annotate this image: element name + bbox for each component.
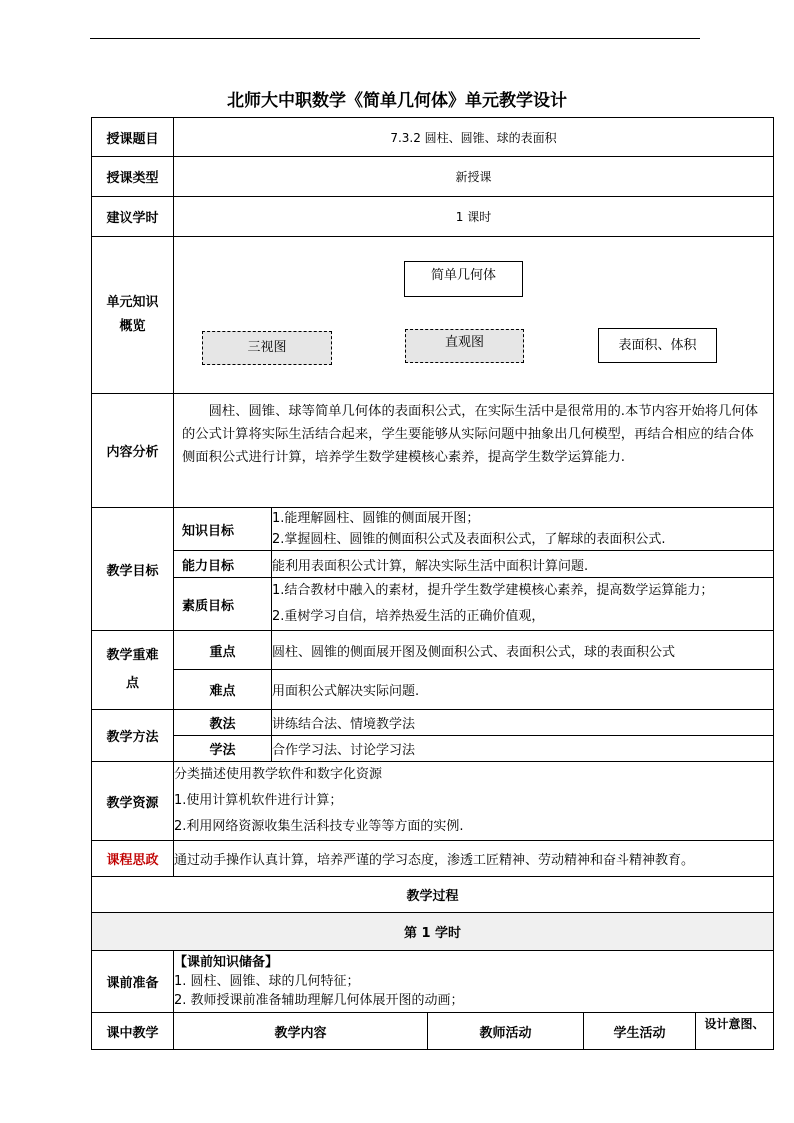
prep-label: 课前准备 [92, 951, 174, 1013]
key-text: 圆柱、圆锥的侧面展开图及侧面积公式、表面积公式，球的表面积公式 [272, 631, 774, 670]
row-resources [92, 762, 774, 841]
ideology-text: 通过动手操作认真计算，培养严谨的学习态度，渗透工匠精神、劳动精神和奋斗精神教育。 [174, 841, 774, 877]
methods-label: 教学方法 [92, 710, 174, 762]
row-ideology [92, 841, 774, 877]
quality-goal-1: 1.结合教材中融入的素材，提升学生数学建模核心素养，提高数学运算能力； [272, 583, 714, 598]
quality-goal-cell [272, 578, 774, 631]
prep-line-3: 2. 教师授课前准备辅助理解几何体展开图的动画； [174, 993, 464, 1008]
prep-cell [174, 951, 774, 1013]
difficulty-text: 用面积公式解决实际问题. [272, 670, 774, 710]
keypoints-label-line2: 点 [125, 676, 139, 691]
inclass-col-intent: 设计意图、 [696, 1013, 774, 1050]
row-topic [92, 118, 774, 157]
header-rule [90, 38, 700, 39]
row-method-learn [92, 736, 774, 762]
row-goal-quality [92, 578, 774, 631]
prep-line-1: 【课前知识储备】 [174, 955, 279, 970]
learn-method-label: 学法 [174, 736, 272, 762]
process-heading: 教学过程 [92, 877, 774, 913]
teach-method-label: 教法 [174, 710, 272, 736]
overview-label-line2: 概览 [119, 319, 146, 334]
ability-goal-label: 能力目标 [174, 551, 272, 578]
analysis-text: 圆柱、圆锥、球等简单几何体的表面积公式，在实际生活中是很常用的.本节内容开始将几何体的公式计算将实际生活结合起来，学生要能够从实际问题中抽象出几何模型，再结合相应的结合体侧面积公式进行计算，培养学生数学建模核心素养，提高学生数学运算能力. [182, 404, 758, 465]
ideology-label: 课程思政 [92, 841, 174, 877]
row-goal-knowledge [92, 508, 774, 551]
concept-box-simple-solids: 简单几何体 [404, 261, 523, 297]
row-type [92, 157, 774, 197]
row-prep [92, 951, 774, 1013]
row-keypoint [92, 631, 774, 670]
ability-goal-text: 能利用表面积公式计算，解决实际生活中面积计算问题. [272, 551, 774, 578]
row-process-heading [92, 877, 774, 913]
concept-box-intuitive-view: 直观图 [405, 329, 524, 363]
type-value: 新授课 [174, 157, 774, 197]
concept-box-area-volume: 表面积、体积 [598, 328, 717, 363]
row-inclass-header [92, 1013, 774, 1050]
overview-label-line1: 单元知识 [106, 295, 159, 310]
lesson-plan-table [91, 117, 774, 1050]
type-label: 授课类型 [92, 157, 174, 197]
period-heading: 第 1 学时 [92, 913, 774, 951]
knowledge-goal-1: 1.能理解圆柱、圆锥的侧面展开图； [272, 511, 480, 526]
knowledge-goal-2: 2.掌握圆柱、圆锥的侧面积公式及表面积公式，了解球的表面积公式. [272, 532, 666, 547]
resources-cell [174, 762, 774, 841]
row-overview [92, 237, 774, 394]
knowledge-goal-cell [272, 508, 774, 551]
resources-label: 教学资源 [92, 762, 174, 841]
row-analysis [92, 394, 774, 508]
row-method-teach [92, 710, 774, 736]
learn-method-text: 合作学习法、讨论学习法 [272, 736, 774, 762]
overview-diagram-cell [174, 237, 774, 394]
analysis-cell [174, 394, 774, 508]
concept-diagram [174, 237, 773, 393]
inclass-col-content: 教学内容 [174, 1013, 428, 1050]
overview-label [92, 237, 174, 394]
keypoints-label [92, 631, 174, 710]
resources-line-1: 分类描述使用教学软件和数字化资源 [174, 767, 383, 782]
analysis-label: 内容分析 [92, 394, 174, 508]
hours-label: 建议学时 [92, 197, 174, 237]
hours-value: 1 课时 [174, 197, 774, 237]
keypoints-label-line1: 教学重难 [106, 648, 159, 663]
inclass-col-teacher: 教师活动 [428, 1013, 584, 1050]
difficulty-label: 难点 [174, 670, 272, 710]
goals-label: 教学目标 [92, 508, 174, 631]
resources-line-3: 2.利用网络资源收集生活科技专业等等方面的实例. [174, 819, 464, 834]
row-goal-ability [92, 551, 774, 578]
topic-value: 7.3.2 圆柱、圆锥、球的表面积 [174, 118, 774, 157]
row-difficulty [92, 670, 774, 710]
row-period-heading [92, 913, 774, 951]
document-title: 北师大中职数学《简单几何体》单元教学设计 [227, 91, 567, 111]
knowledge-goal-label: 知识目标 [174, 508, 272, 551]
topic-label: 授课题目 [92, 118, 174, 157]
prep-line-2: 1. 圆柱、圆锥、球的几何特征； [174, 974, 360, 989]
resources-line-2: 1.使用计算机软件进行计算； [174, 793, 343, 808]
row-hours [92, 197, 774, 237]
teach-method-text: 讲练结合法、情境教学法 [272, 710, 774, 736]
key-label: 重点 [174, 631, 272, 670]
inclass-label: 课中教学 [92, 1013, 174, 1050]
concept-box-three-views: 三视图 [202, 331, 332, 365]
quality-goal-label: 素质目标 [174, 578, 272, 631]
quality-goal-2: 2.重树学习自信，培养热爱生活的正确价值观， [272, 609, 545, 624]
inclass-col-student: 学生活动 [584, 1013, 696, 1050]
